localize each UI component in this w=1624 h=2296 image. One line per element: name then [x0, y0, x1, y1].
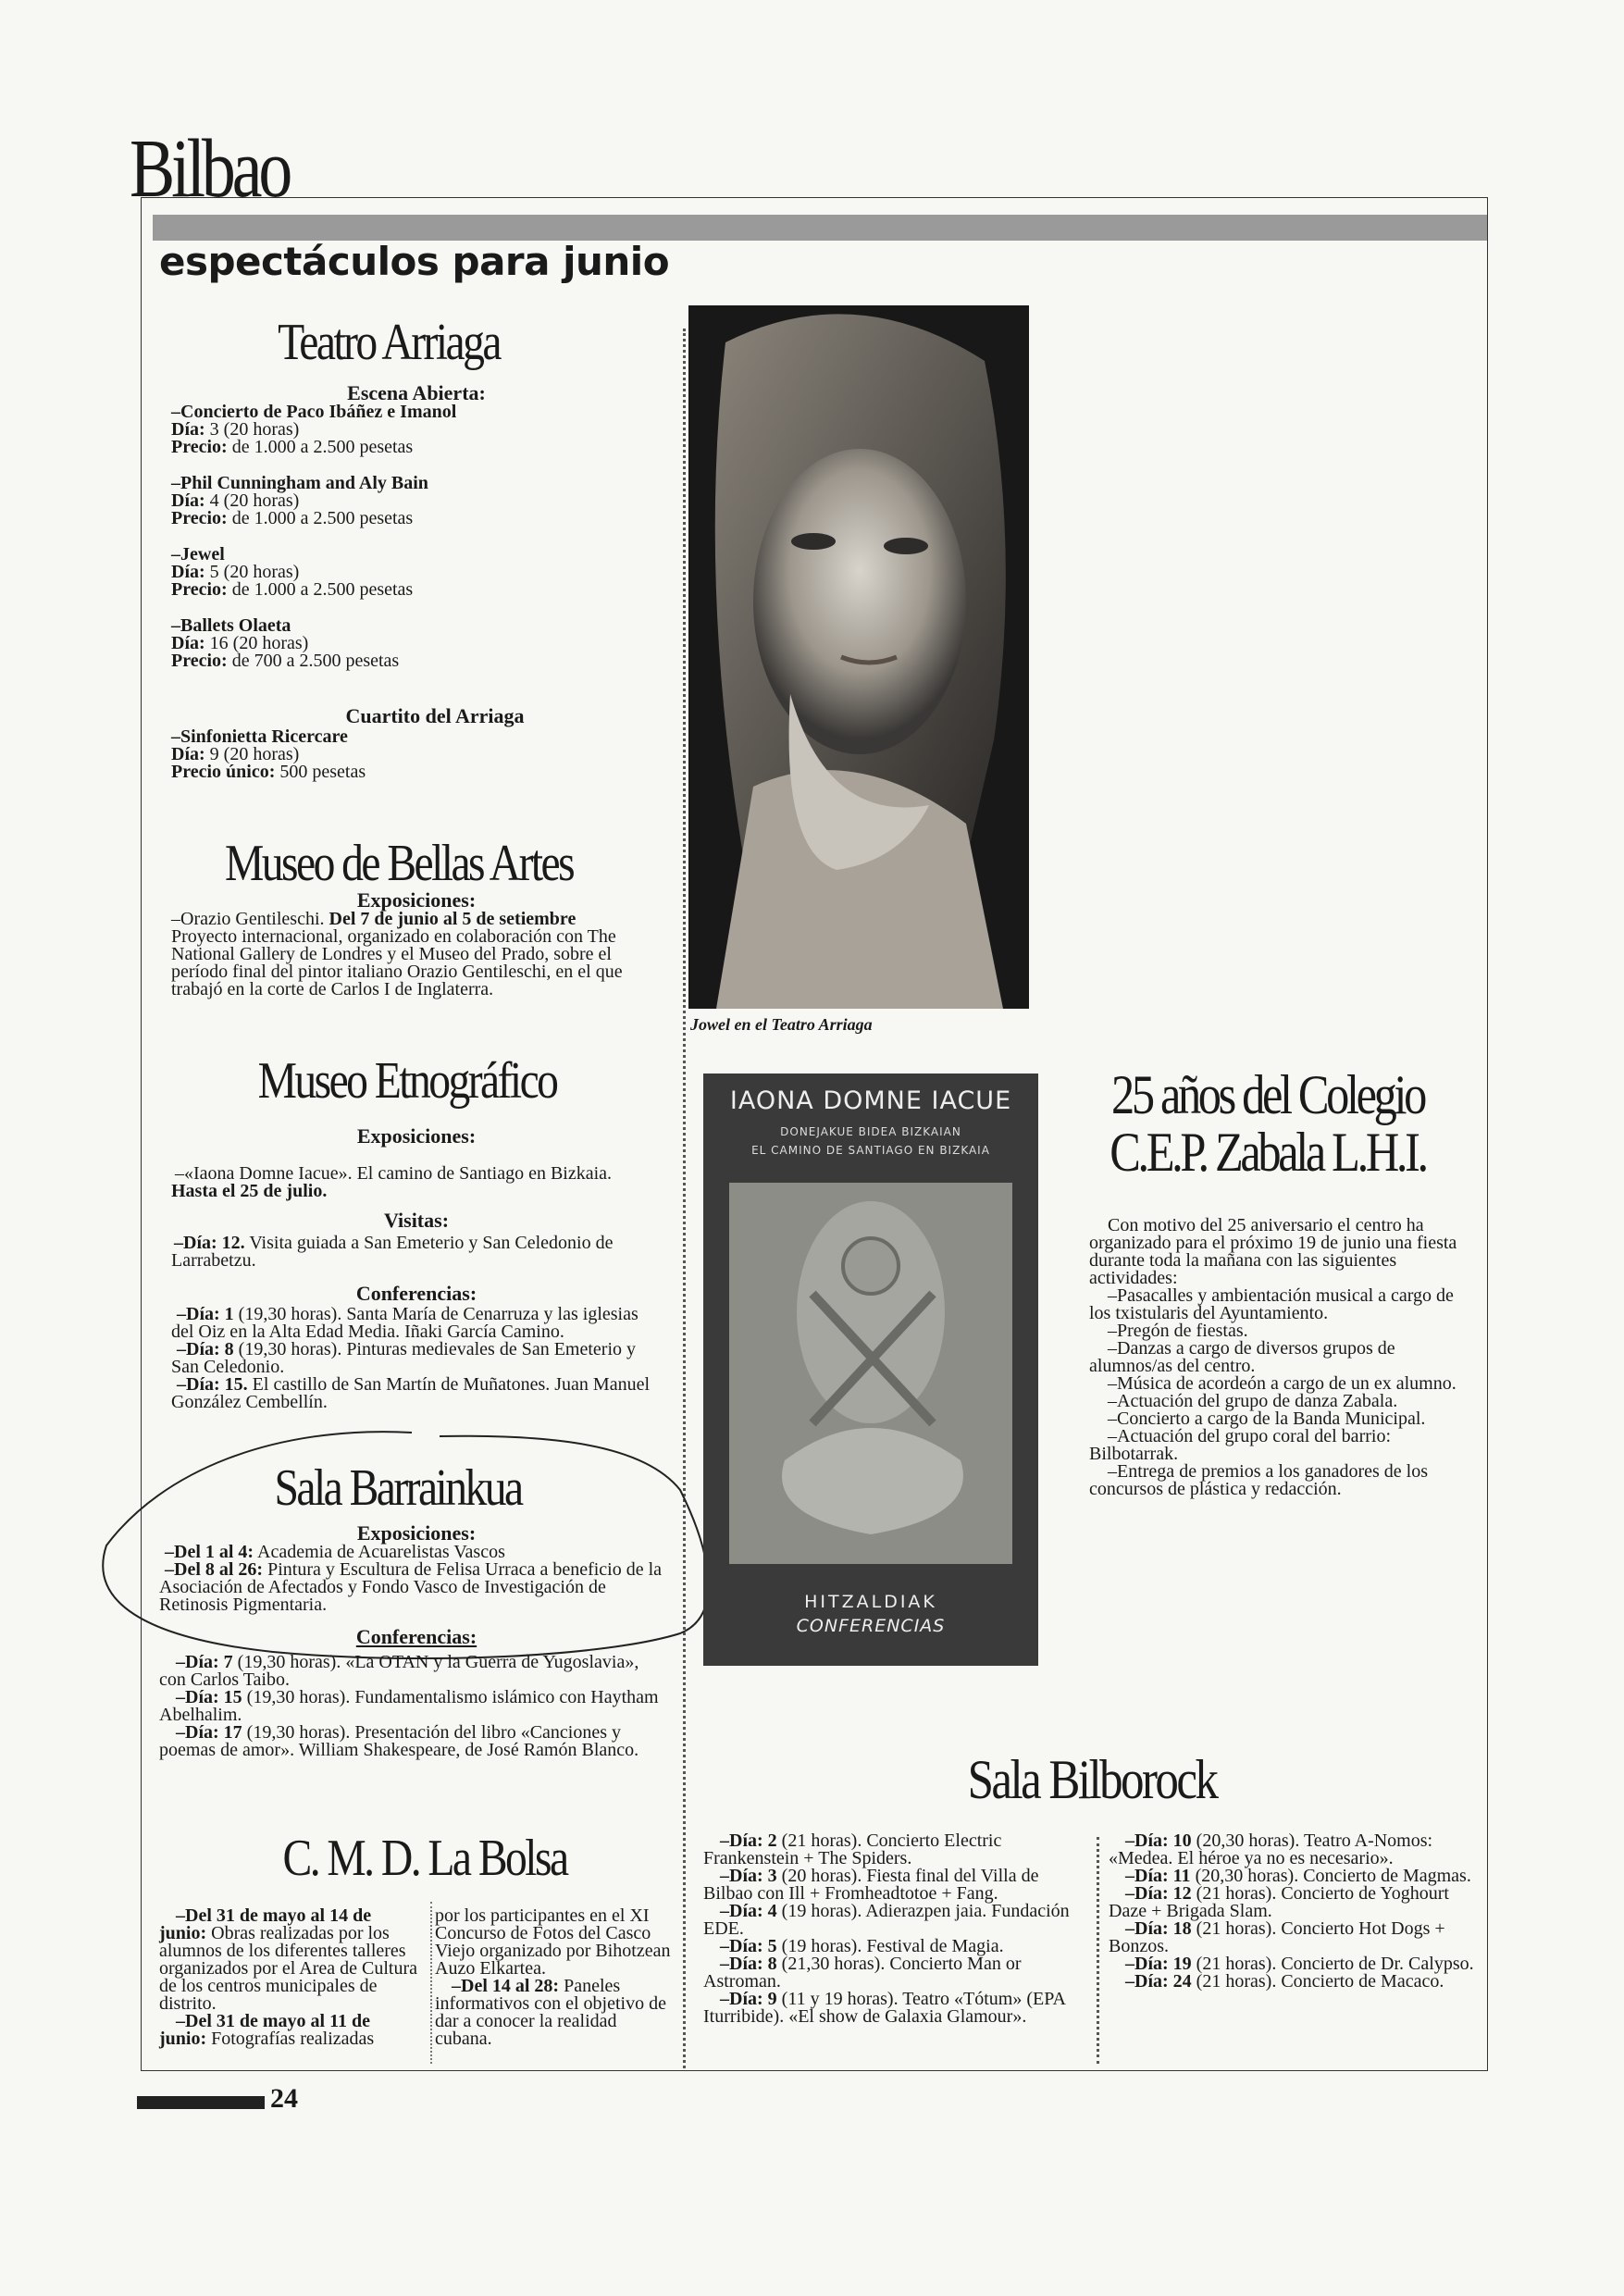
- barrainkua-title: Sala Barrainkua: [274, 1459, 522, 1517]
- arriaga-events: [171, 403, 652, 670]
- book-footer-spanish: CONFERENCIAS: [796, 1616, 946, 1636]
- bellas-artes-title: Museo de Bellas Artes: [225, 835, 574, 892]
- section-title: espectáculos para junio: [159, 239, 670, 284]
- etnografico-title: Museo Etnográfico: [257, 1052, 557, 1110]
- colegio-body: Con motivo del 25 aniversario el centro ha organizado para el próximo 19 de junio una fiesta durante toda la mañana con las siguientes actividades: –Pasacalles y ambientación musical a cargo de los txistularis del Ayuntamiento. –Pregón de fiestas. –Danzas a cargo de diversos grupos de alumnos/as del centro. –Música de acordeón a cargo de un ex alumno. –Actuación del grupo de danza Zabala. –Concierto a cargo de la Banda Municipal. –Actuación del grupo coral del barrio: Bilbotarrak. –Entrega de premios a los ganadores de los concursos de plástica y redacción.: [1089, 1215, 1457, 1499]
- bilborock-col2: –Día: 10 (20,30 horas). Teatro A-Nomos: «Medea. El héroe ya no es necesario». –Día: 11 (20,30 horas). Concierto de Magmas. –Día: 12 (21 horas). Concierto de Yoghourt Daze + Brigada Slam. –Día: 18 (21 horas). Concierto Hot Dogs + Bonzos. –Día: 19 (21 horas). Concierto de Dr. Calypso. –Día: 24 (21 horas). Concierto de Macaco.: [1109, 1831, 1474, 1992]
- etnografico-expo-heading: Exposiciones:: [356, 1124, 477, 1148]
- la-bolsa-col2: por los participantes en el XI Concurso de Fotos del Casco Viejo organizado por Bihotzean Auzo Elkartea. –Del 14 al 28: Paneles informativos con el objetivo de dar a conocer la realidad cubana.: [435, 1905, 671, 2049]
- arriaga-event: –Phil Cunningham and Aly Bain Día: 4 (20 horas) Precio: de 1.000 a 2.500 pesetas: [171, 473, 428, 528]
- bellas-artes-body: –Orazio Gentileschi. Del 7 de junio al 5 de setiembre Proyecto internacional, organizado en colaboración con The National Gallery de Londres y el Museo del Prado, sobre el período final del pintor italiano Orazio Gentileschi, en el que trabajó en la corte de Carlos I de Inglaterra.: [171, 909, 623, 999]
- escena-abierta-heading: Escena Abierta:: [347, 381, 486, 404]
- bellas-artes-heading: Exposiciones:: [356, 888, 477, 912]
- book-cover-image: [703, 1074, 1038, 1666]
- header-band: [153, 215, 1487, 241]
- etnografico-visitas: –Día: 12. Visita guiada a San Emeterio y San Celedonio de Larrabetzu.: [171, 1233, 614, 1271]
- book-footer-basque: HITZALDIAK: [804, 1592, 937, 1612]
- book-subtitle-basque: DONEJAKUE BIDEA BIZKAIAN: [780, 1125, 961, 1138]
- page-number-bar: [137, 2096, 265, 2109]
- etnografico-visitas-heading: Visitas:: [383, 1209, 450, 1232]
- etnografico-expo: –«Iaona Domne Iacue». El camino de Santiago en Bizkaia. Hasta el 25 de julio.: [171, 1163, 613, 1201]
- arriaga-event: –Ballets Olaeta Día: 16 (20 horas) Precio: de 700 a 2.500 pesetas: [171, 615, 400, 671]
- arriaga-event: –Jewel Día: 5 (20 horas) Precio: de 1.000 a 2.500 pesetas: [171, 544, 414, 600]
- colegio-title: [1105, 1066, 1432, 1181]
- column-divider-bilborock: [1097, 1837, 1099, 2064]
- etnografico-conferencias: –Día: 1 (19,30 horas). Santa María de Cenarruza y las iglesias del Oiz en la Alta Edad Media. Iñaki García Camino. –Día: 8 (19,30 horas). Pinturas medievales de San Emeterio y San Celedonio. –Día: 15. El castillo de San Martín de Muñatones. Juan Manuel González Cembellín.: [171, 1304, 651, 1412]
- column-divider-bolsa: [430, 1902, 432, 2064]
- teatro-arriaga-title: Teatro Arriaga: [278, 314, 500, 371]
- column-divider: [683, 329, 686, 2068]
- colegio-title-line1: 25 años del Colegio: [1111, 1064, 1424, 1125]
- book-subtitle-spanish: EL CAMINO DE SANTIAGO EN BIZKAIA: [751, 1144, 990, 1157]
- cuartito-event: –Sinfonietta Ricercare Día: 9 (20 horas) Precio único: 500 pesetas: [171, 726, 366, 782]
- cuartito-heading: Cuartito del Arriaga: [345, 704, 525, 727]
- barrainkua-conferencias: –Día: 7 (19,30 horas). «La OTAN y la Guerra de Yugoslavia», con Carlos Taibo. –Día: 15 (19,30 horas). Fundamentalismo islámico con Haytham Abelhalim. –Día: 17 (19,30 horas). Presentación del libro «Canciones y poemas de amor». William Shakespeare, de José Ramón Blanco.: [159, 1652, 659, 1760]
- barrainkua-conf-heading: Conferencias:: [355, 1625, 477, 1648]
- masthead: Bilbao: [130, 123, 290, 215]
- etnografico-conf-heading: Conferencias:: [355, 1282, 477, 1305]
- barrainkua-expo-heading: Exposiciones:: [356, 1521, 477, 1545]
- jewel-photo: [688, 305, 1029, 1009]
- la-bolsa-title: C. M. D. La Bolsa: [282, 1830, 567, 1887]
- bilborock-col1: –Día: 2 (21 horas). Concierto Electric Frankenstein + The Spiders. –Día: 3 (20 horas). Fiesta final del Villa de Bilbao con Ill + Fromheadtotoe + Fang. –Día: 4 (19 horas). Adierazpen jaia. Fundación EDE. –Día: 5 (19 horas). Festival de Magia. –Día: 8 (21,30 horas). Concierto Man or Astroman. –Día: 9 (11 y 19 horas). Teatro «Tótum» (EPA Iturribide). «El show de Galaxia Glamour».: [703, 1831, 1070, 2027]
- la-bolsa-col1: –Del 31 de mayo al 14 de junio: Obras realizadas por los alumnos de los diferentes talleres organizados por el Area de Cultura de los centros municipales de distrito. –Del 31 de mayo al 11 de junio: Fotografías realizadas: [159, 1905, 417, 2049]
- photo-caption: Jowel en el Teatro Arriaga: [690, 1015, 873, 1034]
- barrainkua-exposiciones: –Del 1 al 4: Academia de Acuarelistas Vascos –Del 8 al 26: Pintura y Escultura de Felisa Urraca a beneficio de la Asociación de Afectados y Fondo Vasco de Investigación de Retinosis Pigmentaria.: [159, 1542, 663, 1615]
- stone-carving-illustration: [729, 1183, 1012, 1564]
- bilborock-title: Sala Bilborock: [967, 1749, 1217, 1810]
- page-number: 24: [270, 2083, 298, 2114]
- arriaga-event: –Concierto de Paco Ibáñez e Imanol Día: 3 (20 horas) Precio: de 1.000 a 2.500 pesetas: [171, 402, 457, 457]
- colegio-title-line2: C.E.P. Zabala L.H.I.: [1110, 1122, 1426, 1183]
- book-title: IAONA DOMNE IACUE: [729, 1086, 1012, 1115]
